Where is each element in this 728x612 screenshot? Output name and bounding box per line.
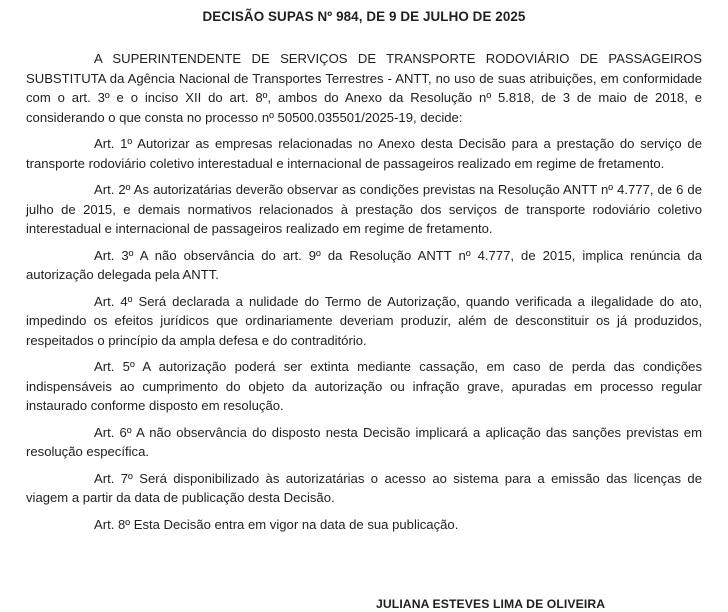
article-4: Art. 4º Será declarada a nulidade do Termo de Autorização, quando verificada a ilegalidade do ato, impedindo os efeitos jurídicos que ordinariamente deveriam produzir, além de desconstituir os já produzidos, respeitados o princípio da ampla defesa e do contraditório. <box>26 293 702 348</box>
article-7: Art. 7º Será disponibilizado às autorizatárias o acesso ao sistema para a emissão das licenças de viagem a partir da data de publicação desta Decisão. <box>26 470 702 505</box>
article-1: Art. 1º Autorizar as empresas relacionadas no Anexo desta Decisão para a prestação do serviço de transporte rodoviário coletivo interestadual e internacional de passageiros realizado em regime de fretamento. <box>26 136 702 171</box>
article-6: Art. 6º A não observância do disposto nesta Decisão implicará a aplicação das sanções previstas em resolução específica. <box>26 424 702 459</box>
article-3: Art. 3º A não observância do art. 9º da Resolução ANTT nº 4.777, de 2015, implica renúncia da autorização delegada pela ANTT. <box>26 247 702 282</box>
article-2: Art. 2º As autorizatárias deverão observar as condições previstas na Resolução ANTT nº 4.777, de 6 de julho de 2015, e demais normativos relacionados à prestação dos serviços de transporte rodoviário coletivo interestadual e internacional de passageiros realizado em regime de fretamento. <box>26 182 702 236</box>
decision-document <box>26 0 702 534</box>
intro-paragraph: A SUPERINTENDENTE DE SERVIÇOS DE TRANSPORTE RODOVIÁRIO DE PASSAGEIROS SUBSTITUTA da Agência Nacional de Transportes Terrestres - ANTT, no uso de suas atribuições, em conformidade com o art. 3º e o inciso XII do art. 8º, ambos do Anexo da Resolução nº 5.818, de 3 de maio de 2018, e considerando o que consta no processo nº 50500.035501/2025-19, decide: <box>26 51 702 125</box>
signature-name: JULIANA ESTEVES LIMA DE OLIVEIRA <box>376 597 606 611</box>
article-5: Art. 5º A autorização poderá ser extinta mediante cassação, em caso de perda das condições indispensáveis ao cumprimento do objeto da autorização ou infração grave, apuradas em processo regular instaurado conforme disposto em resolução. <box>26 359 702 413</box>
article-8: Art. 8º Esta Decisão entra em vigor na data de sua publicação. <box>94 516 459 532</box>
document-title: DECISÃO SUPAS Nº 984, DE 9 DE JULHO DE 2025 <box>202 9 526 24</box>
